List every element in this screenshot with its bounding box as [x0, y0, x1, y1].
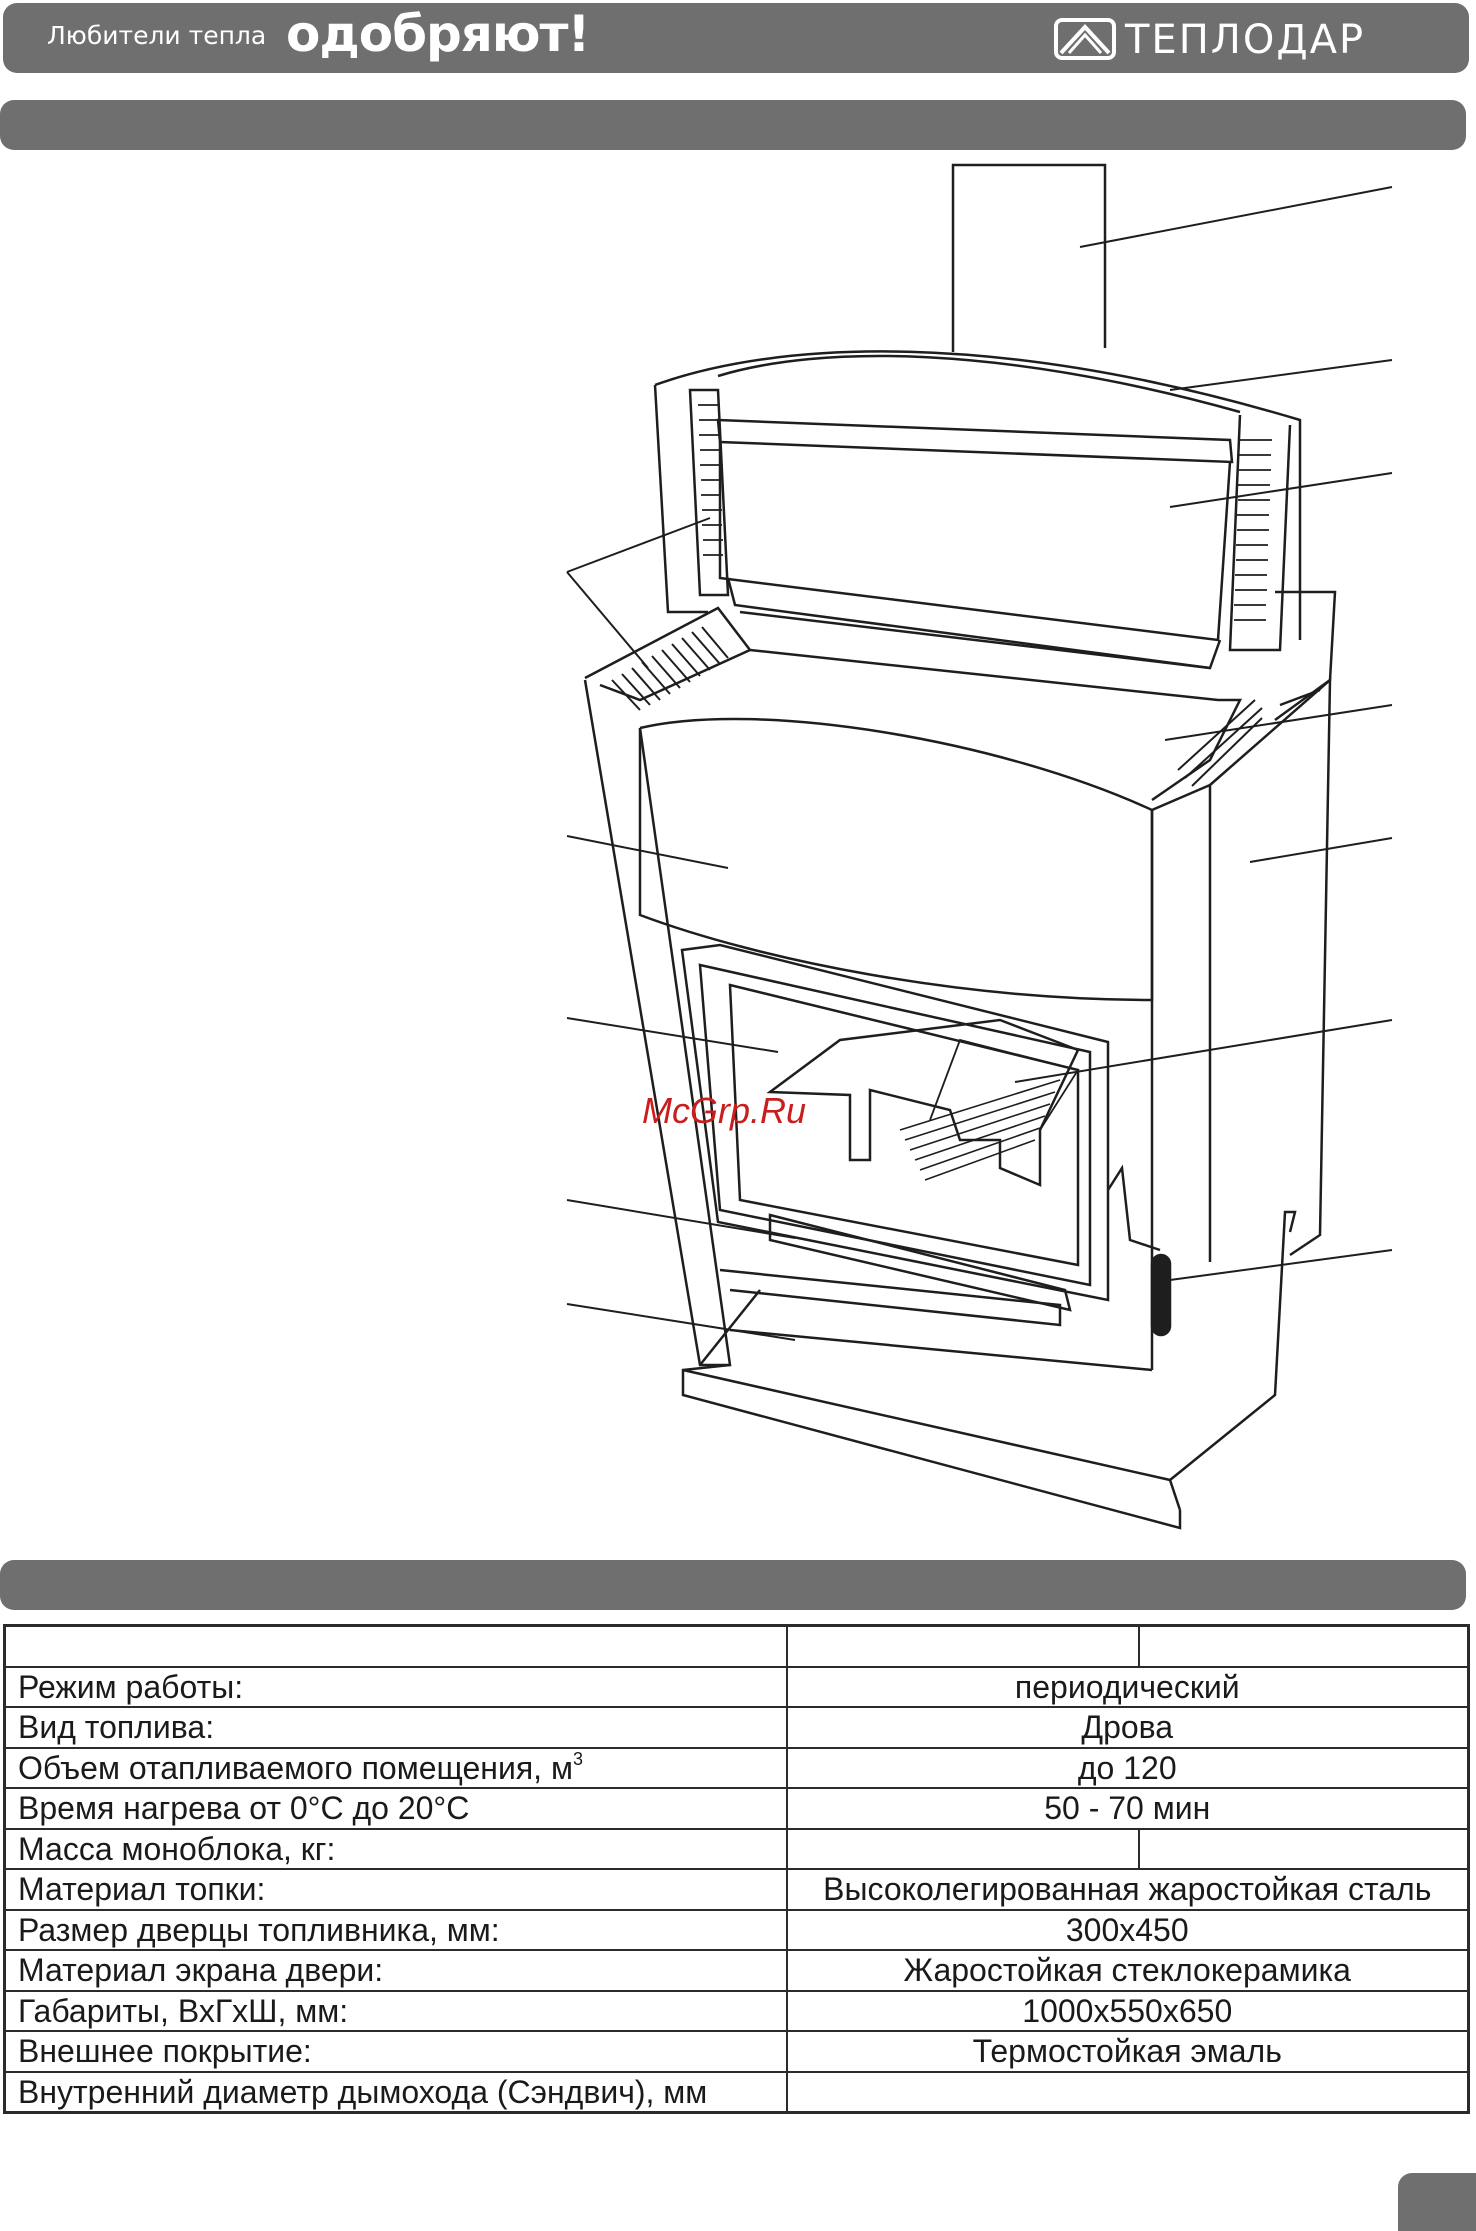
- table-row: [5, 1788, 1469, 1829]
- spec-label: Время нагрева от 0°С до 20°С: [5, 1788, 787, 1829]
- spec-value: 300х450: [787, 1910, 1469, 1951]
- table-header-row: [5, 1626, 1469, 1667]
- table-row: [5, 1707, 1469, 1748]
- section-header-bar: [0, 100, 1466, 150]
- spec-label: Внешнее покрытие:: [5, 2031, 787, 2072]
- header-bar: [3, 3, 1469, 73]
- spec-value-b: [1139, 1829, 1469, 1870]
- spec-value: [787, 2072, 1469, 2113]
- table-header-cell: [787, 1626, 1139, 1667]
- spec-value: до 120: [787, 1748, 1469, 1789]
- fireplace-stove-drawing: [0, 150, 1476, 1550]
- table-row: [5, 1910, 1469, 1951]
- table-row: [5, 1950, 1469, 1991]
- page-number-tab: [1398, 2173, 1476, 2231]
- table-row: [5, 1829, 1469, 1870]
- table-row: [5, 1991, 1469, 2032]
- tagline-prefix: Любители тепла: [47, 21, 267, 50]
- spec-label: Режим работы:: [5, 1667, 787, 1708]
- specs-table: [3, 1624, 1470, 2114]
- spec-value: [787, 1829, 1139, 1870]
- brand-logo: [1053, 15, 1453, 65]
- table-row: [5, 2072, 1469, 2113]
- brand-name: ТЕПЛОДАР: [1125, 17, 1366, 63]
- tagline-emphasis: одобряют!: [286, 5, 590, 63]
- spec-value: 1000х550х650: [787, 1991, 1469, 2032]
- table-row: [5, 2031, 1469, 2072]
- spec-label: Габариты, ВхГхШ, мм:: [5, 1991, 787, 2032]
- table-row: [5, 1748, 1469, 1789]
- spec-value: Жаростойкая стеклокерамика: [787, 1950, 1469, 1991]
- spec-value: периодический: [787, 1667, 1469, 1708]
- table-row: [5, 1869, 1469, 1910]
- spec-value: Дрова: [787, 1707, 1469, 1748]
- spec-label: Объем отапливаемого помещения, $м^3$: [5, 1748, 787, 1789]
- spec-label: Внутренний диаметр дымохода (Сэндвич), мм: [5, 2072, 787, 2113]
- spec-value: Термостойкая эмаль: [787, 2031, 1469, 2072]
- spec-label: Материал экрана двери:: [5, 1950, 787, 1991]
- table-row: [5, 1667, 1469, 1708]
- spec-value: 50 - 70 мин: [787, 1788, 1469, 1829]
- table-header-cell: [1139, 1626, 1469, 1667]
- house-roof-icon: [1053, 17, 1117, 61]
- watermark-text: McGrp.Ru: [642, 1090, 807, 1131]
- spec-label: Размер дверцы топливника, мм:: [5, 1910, 787, 1951]
- table-header-cell: [5, 1626, 787, 1667]
- specs-header-bar: [0, 1560, 1466, 1610]
- spec-label: Материал топки:: [5, 1869, 787, 1910]
- spec-label: Масса моноблока, кг:: [5, 1829, 787, 1870]
- spec-label: Вид топлива:: [5, 1707, 787, 1748]
- spec-value: Высоколегированная жаростойкая сталь: [787, 1869, 1469, 1910]
